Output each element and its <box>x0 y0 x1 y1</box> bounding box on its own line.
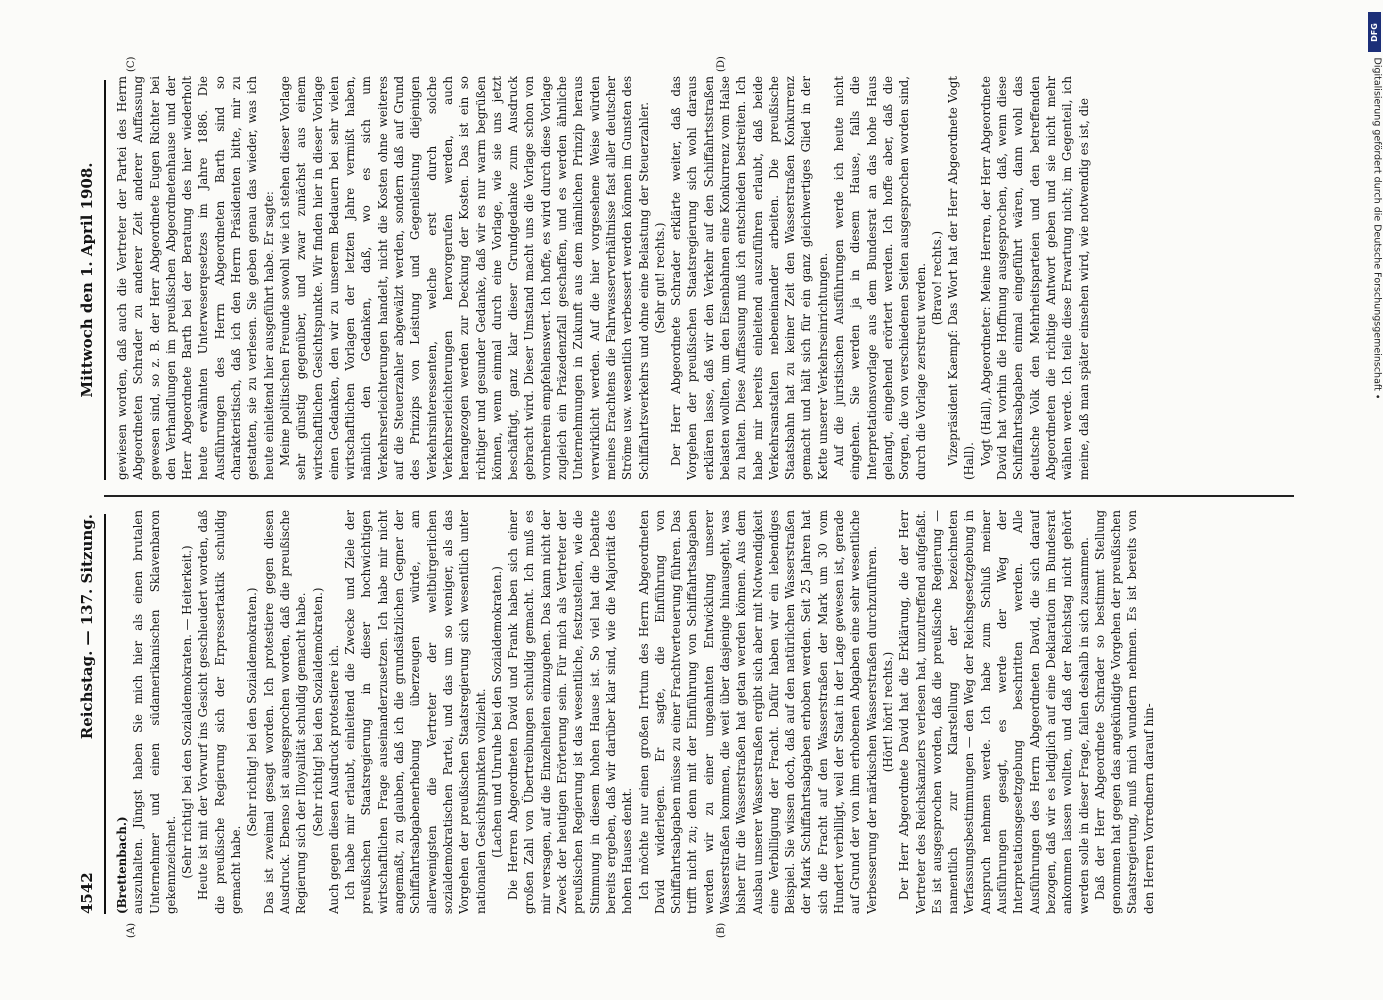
digitization-credit: Digitalisierung gefördert durch die Deutsche Forschungsgemeinschaft • <box>1371 57 1383 400</box>
rotated-newspaper-page <box>66 50 1316 950</box>
interjection: (Sehr richtig! bei den Sozialdemokraten. — Heiterkeit.) <box>180 545 195 879</box>
paragraph: Die Herren Abgeordneten David und Frank haben sich einer großen Zahl von Übertreibungen schuldig gemacht. Ich muß es mir versagen, auf die Einzelheiten einzugehen. Das kann nicht der Zweck der heutigen Erörterung sein. Für mich als Vertreter der preußischen Regierung ist das wesentliche, festzustellen, wie die Stimmung in diesem hohen Hause ist. So viel hat die Debatte bereits ergeben, daß wir darüber klar sind, wie die Majorität des hohen Hauses denkt. <box>506 510 635 914</box>
paragraph: Vogt (Hall), Abgeordneter: Meine Herren, der Herr Abgeordnete David hat vorhin die Hoffnung ausgesprochen, daß, wenn diese Schiffahrtsabgaben einmal eingeführt wären, dann wohl das deutsche Volk den Mehrheitsparteien und den betreffenden Abgeordneten die richtige Antwort geben und sie nicht mehr wählen werde. Ich teile diese Erwartung nicht; im Gegenteil, ich meine, daß man später einsehen wird, wie notwendig es ist, die <box>978 76 1091 480</box>
paragraph: Der Herr Abgeordnete David hat die Erklärung, die der Herr Vertreter des Reichskanzlers verlesen hat, unzutreffend aufgefaßt. Es ist ausgesprochen worden, daß die preußische Regierung — namentlich zur Klarstellung der bezeichneten Verfassungsbestimmungen — den Weg der Reichsgesetzgebung in Anspruch nehmen werde. Ich habe zum Schluß meiner Ausführungen gesagt, es werde der Weg der Interpretationsgesetzgebung beschritten werden. Alle Ausführungen des Herrn Abgeordneten David, die sich darauf bezogen, daß wir es lediglich auf eine Deklaration im Bundesrat ankommen lassen wollten, und daß der Reichstag nicht gehört werden solle in dieser Frage, fallen deshalb in sich zusammen. <box>897 510 1091 914</box>
right-text-column <box>114 76 1294 480</box>
paragraph: auszuhalten. Jüngst haben Sie mich hier als einen brutalen Unternehmer und einen südamerikanischen Sklavenbaron gekennzeichnet. <box>131 510 178 914</box>
left-header <box>78 514 100 914</box>
interjection: (Sehr gut! rechts.) <box>652 222 667 334</box>
digitization-sidebar <box>1368 8 1382 993</box>
speaker-tag: (Brettenbach.) <box>115 816 129 914</box>
dfg-logo: DFG <box>1368 12 1381 52</box>
interjection: (Sehr richtig! bei den Sozialdemokraten.) <box>310 587 325 837</box>
header-rule-right <box>104 80 106 480</box>
page-number: 4542 <box>78 872 96 914</box>
left-text-column <box>114 510 1294 914</box>
margin-mark-d: (D) <box>716 56 727 72</box>
paragraph: Ich habe mir erlaubt, einleitend die Zwecke und Ziele der preußischen Staatsregierung in dieser hochwichtigen wirtschaftlichen Frage auseinanderzusetzen. Ich habe mir nicht angemaßt, zu glauben, daß ich die grundsätzlichen Gegner der Schiffahrtsabgabenerhebung überzeugen würde, am allerwenigsten die Vertreter der weltbürgerlichen sozialdemokratischen Partei, und das um so weniger, als das Vorgehen der preußischen Staatsregierung sich wesentlich unter nationalen Gesichtspunkten vollzieht. <box>343 510 488 914</box>
quotation: Meine politischen Freunde sowohl wie ich stehen dieser Vorlage sehr günstig gegenüber, und zwar zunächst aus einem wirtschaftlichen Gesichtspunkte. Wir finden hier in dieser Vorlage einen Gedanken, den wir zu unserem Bedauern bei sehr vielen wirtschaftlichen Vorlagen der letzten Jahre vermißt haben, nämlich den Gedanken, daß, wo es sich um Verkehrserleichterungen handelt, nicht die Kosten ohne weiteres auf die Steuerzahler abgewälzt werden, sondern daß auf Grund des Prinzips von Leistung und Gegenleistung diejenigen Verkehrsinteressenten, welche erst durch solche Verkehrserleichterungen hervorgerufen werden, auch herangezogen werden zur Deckung der Kosten. Das ist ein so richtiger und gesunder Gedanke, daß wir es nur warm begrüßen können, wenn einmal durch eine Vorlage, wie sie uns jetzt beschäftigt, ganz klar dieser Grundgedanke zum Ausdruck gebracht wird. Dieser Umstand macht uns die Vorlage schon von vornherein empfehlenswert. Ich hoffe, es wird durch diese Vorlage zugleich ein Präzedenzfall geschaffen, und es werden ähnliche Unternehmungen in Zukunft aus dem nämlichen Prinzip heraus verwirklicht werden. Auf die hier vorgesehene Weise würden meines Erachtens die Fahrwasserverhältnisse fast aller deutscher Ströme usw. wesentlich verbessert werden können im Gunsten des Schiffahrtsverkehrs und ohne eine Belastung der Steuerzahler. <box>277 76 651 480</box>
paragraph: Das ist zweimal gesagt worden. Ich protestiere gegen diesen Ausdruck. Ebenso ist ausgesprochen worden, daß die preußische Regierung sich der Illoyalität schuldig gemacht habe. <box>261 510 309 914</box>
paragraph: Vizepräsident Kaempf: Das Wort hat der Herr Abgeordnete Vogt (Hall). <box>946 76 977 480</box>
paragraph: Auf die juristischen Ausführungen werde ich heute nicht eingehen. Sie werden ja in diesem Hause, falls die Interpretationsvorlage aus dem Bundesrat an das hohe Haus gelangt, eingehend erörtert werden. Ich hoffe aber, daß die Sorgen, die von verschiedenen Seiten ausgesprochen worden sind, durch die Vorlage zerstreut werden. <box>832 76 928 480</box>
paragraph: Daß der Herr Abgeordnete Schrader so bestimmt Stellung genommen hat gegen das angekündigte Vorgehen der preußischen Staatsregierung, muß mich wundern nehmen. Es ist bereits von den Herren Vorrednern darauf hin- <box>1092 510 1156 914</box>
margin-mark-c: (C) <box>126 56 137 72</box>
paragraph: Ich möchte nur einen großen Irrtum des Herrn Abgeordneten David widerlegen. Er sagte, die Einführung von Schiffahrtsabgaben müsse zu einer Frachtverteuerung führen. Das trifft nicht zu; denn mit der Einführung von Schiffahrtsabgaben werden wir zu einer ungeahnten Entwicklung unserer Wasserstraßen kommen, die weit über dasjenige hinausgeht, was bisher für die Wasserstraßen hat getan werden können. Aus dem Ausbau unserer Wasserstraßen ergibt sich aber mit Notwendigkeit eine Verbilligung der Fracht. Dafür haben wir ein lebendiges Beispiel. Sie wissen doch, daß auf den natürlichen Wasserstraßen der Mark Schiffahrtsabgaben erhoben werden. Seit 25 Jahren hat sich die Fracht auf den Wasserstraßen der Mark um 30 vom Hundert verbilligt, weil der Staat in der Lage gewesen ist, gerade auf Grund der von ihm erhobenen Abgaben eine sehr wesentliche Verbesserung der märkischen Wasserstraßen durchzuführen. <box>636 510 879 914</box>
paragraph: Heute ist mit der Vorwurf ins Gesicht geschleudert worden, daß die preußische Regierung sich der Erpressertaktik schuldig gemacht habe. <box>196 510 244 914</box>
interjection: (Sehr richtig! bei den Sozialdemokraten.) <box>245 587 260 837</box>
interjection: (Hört! hört! rechts.) <box>880 651 895 773</box>
header-rule-left <box>104 514 106 914</box>
margin-mark-b: (B) <box>716 922 727 938</box>
right-running-title: Mittwoch den 1. April 1908. <box>78 162 96 398</box>
paragraph: Der Herr Abgeordnete Schrader erklärte weiter, daß das Vorgehen der preußischen Staatsregierung sich wohl daraus erklären lasse, daß wir den Verkehr auf den Schiffahrtsstraßen belasten wollten, um den Eisenbahnen eine Konkurrenz vom Halse zu halten. Diese Auffassung muß ich entschieden bestreiten. Ich habe mir bereits einleitend auszuführen erlaubt, daß beide Verkehrsanstalten nebeneinander arbeiten. Die preußische Staatsbahn hat zu keiner Zeit den Wasserstraßen Konkurrenz gemacht und hält sich für ein ganz gleichwertiges Glied in der Kette unserer Verkehrseinrichtungen. <box>669 76 830 480</box>
interjection: (Lachen und Unruhe bei den Sozialdemokraten.) <box>489 566 504 858</box>
paragraph: gewiesen worden, daß auch die Vertreter der Partei des Herrn Abgeordneten Schrader zu anderer Zeit anderer Auffassung gewesen sind, so z. B. der Herr Abgeordnete Eugen Richter bei den Verhandlungen im preußischen Abgeordnetenhause und der Herr Abgeordnete Barth bei der Beratung des hier wiederholt heute erwähnten Unterweserqesetzes im Jahre 1886. Die Ausführungen des Herrn Abgeordneten Barth sind so charakteristisch, daß ich den Herrn Präsidenten bitte, mir zu gestatten, sie zu verlesen. Sie geben genau das wieder, was ich heute einleitend hier ausgeführt habe. Er sagte: <box>115 76 276 480</box>
margin-mark-a: (A) <box>126 922 137 938</box>
interjection: (Bravo! rechts.) <box>929 230 944 326</box>
paragraph: Auch gegen diesen Ausdruck protestiere ich. <box>326 644 341 914</box>
left-running-title: Reichstag. — 137. Sitzung. <box>78 514 96 740</box>
column-divider <box>104 496 1294 498</box>
